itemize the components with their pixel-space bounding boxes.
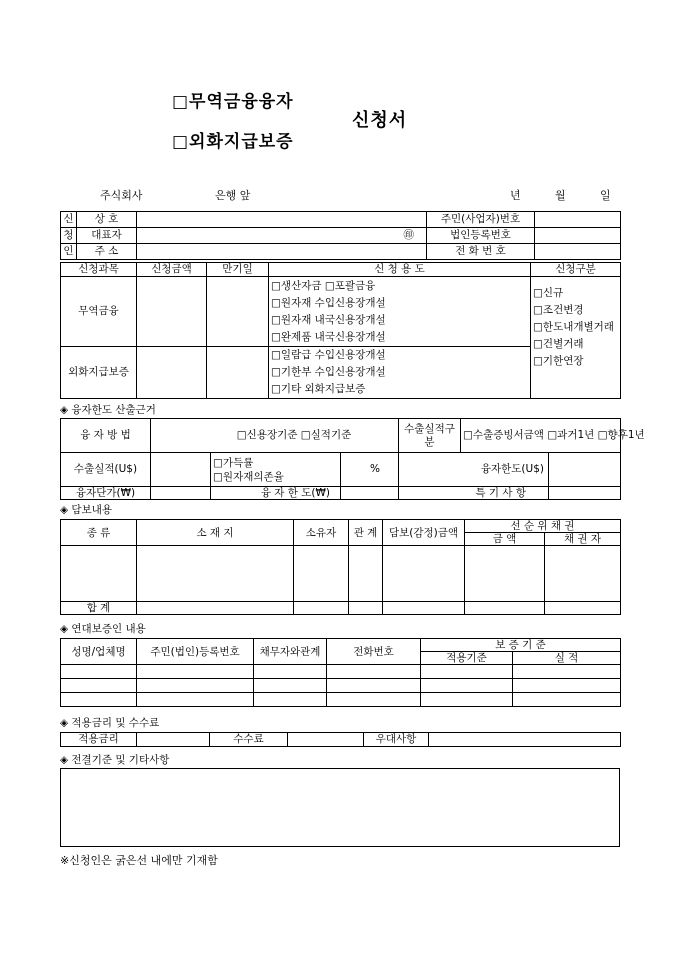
senior-amount-header: 금 액 <box>465 533 545 546</box>
applicant-table <box>60 211 621 260</box>
guarantor-cell[interactable] <box>254 665 327 679</box>
maturity-header: 만기일 <box>207 263 269 277</box>
address-field[interactable] <box>137 244 427 260</box>
addressee-bank: 은행 앞 <box>215 189 251 202</box>
guarantor-cell[interactable] <box>421 665 513 679</box>
guarantor-cell[interactable] <box>137 693 254 707</box>
application-categories <box>531 277 621 399</box>
guarantor-cell[interactable] <box>254 679 327 693</box>
address-label: 주 소 <box>77 244 137 260</box>
category-header: 신청구분 <box>531 263 621 277</box>
guarantor-cell[interactable] <box>327 679 421 693</box>
processing-option[interactable]: □원자재의존율 <box>213 470 284 483</box>
corp-reg-field[interactable] <box>535 228 621 244</box>
guarantee-maturity-field[interactable] <box>207 347 269 399</box>
guarantor-cell[interactable] <box>513 693 621 707</box>
collateral-table <box>60 519 621 615</box>
category-option[interactable]: □신규 <box>533 287 564 299</box>
limit-krw-label: 융 자 한 도(₩) <box>211 487 341 500</box>
date-year-label: 년 <box>510 189 521 202</box>
senior-creditor-field[interactable] <box>545 546 621 602</box>
category-option[interactable]: □기한연장 <box>533 355 584 367</box>
guarantor-relation-header: 채무자와관계 <box>254 639 327 665</box>
phone-label: 전 화 번 호 <box>427 244 535 260</box>
guarantor-cell[interactable] <box>61 693 137 707</box>
total-location-field[interactable] <box>137 602 294 615</box>
date-day-label: 일 <box>600 189 611 202</box>
applicant-side-char-1: 신 <box>61 212 77 228</box>
total-owner-field[interactable] <box>294 602 349 615</box>
option-trade-finance-checkbox[interactable]: □무역금융융자 <box>172 92 294 112</box>
id-number-label: 주민(사업자)번호 <box>427 212 535 228</box>
special-notes-field[interactable] <box>549 487 621 500</box>
collateral-appraisal-field[interactable] <box>383 546 465 602</box>
collateral-relation-header: 관 계 <box>349 520 383 546</box>
option-foreign-guarantee-checkbox[interactable]: □외화지급보증 <box>172 132 294 152</box>
rate-label: 적용금리 <box>61 733 137 747</box>
guarantor-cell[interactable] <box>513 679 621 693</box>
loan-limit-usd-field[interactable] <box>549 453 621 487</box>
total-senior-amount-field[interactable] <box>465 602 545 615</box>
applicant-side-char-2: 청 <box>61 228 77 244</box>
method-label: 융 자 방 법 <box>61 419 151 453</box>
remarks-section-title: ◈ 전결기준 및 기타사항 <box>60 754 170 766</box>
guarantor-section-title: ◈ 연대보증인 내용 <box>60 623 146 635</box>
guarantor-cell[interactable] <box>327 693 421 707</box>
representative-field[interactable] <box>137 228 427 244</box>
category-option[interactable]: □조건변경 <box>533 304 584 316</box>
export-record-label: 수출실적(U$) <box>61 453 151 487</box>
guarantor-cell[interactable] <box>137 665 254 679</box>
trade-finance-purposes <box>269 277 531 347</box>
collateral-type-header: 종 류 <box>61 520 137 546</box>
special-notes-label: 특 기 사 항 <box>399 487 549 500</box>
document-title: 신청서 <box>352 110 408 131</box>
subject-header: 신청과목 <box>61 263 137 277</box>
preference-field[interactable] <box>429 733 621 747</box>
addressee-company: 주식회사 <box>100 189 143 202</box>
total-relation-field[interactable] <box>349 602 383 615</box>
guarantee-amount-field[interactable] <box>137 347 207 399</box>
senior-amount-field[interactable] <box>465 546 545 602</box>
rates-table <box>60 732 621 747</box>
loan-limit-section-title: ◈ 융자한도 산출근거 <box>60 404 156 416</box>
collateral-relation-field[interactable] <box>349 546 383 602</box>
footnote: ※신청인은 굵은선 내에만 기재함 <box>60 854 218 867</box>
loan-limit-table <box>60 418 645 500</box>
subject-trade-finance: 무역금융 <box>61 277 137 347</box>
senior-creditor-name-header: 채 권 자 <box>545 533 621 546</box>
collateral-type-field[interactable] <box>61 546 137 602</box>
collateral-section-title: ◈ 담보내용 <box>60 504 112 516</box>
method-options[interactable]: □신용장기준 □실적기준 <box>151 419 399 453</box>
application-table <box>60 262 621 399</box>
collateral-location-field[interactable] <box>137 546 294 602</box>
guarantor-name-header: 성명/업체명 <box>61 639 137 665</box>
category-option[interactable]: □한도내개별거래 <box>533 321 614 333</box>
guarantor-cell[interactable] <box>61 665 137 679</box>
total-appraisal-field[interactable] <box>383 602 465 615</box>
representative-label: 대표자 <box>77 228 137 244</box>
phone-field[interactable] <box>535 244 621 260</box>
loan-limit-usd-label: 융자한도(U$) <box>399 453 549 487</box>
purpose-option[interactable]: □기타 외화지급보증 <box>271 383 366 395</box>
collateral-location-header: 소 재 지 <box>137 520 294 546</box>
preference-label: 우대사항 <box>364 733 429 747</box>
percent-field[interactable]: % <box>341 453 399 487</box>
subject-foreign-guarantee: 외화지급보증 <box>61 347 137 399</box>
collateral-total-label: 합 계 <box>61 602 137 615</box>
purpose-option[interactable]: □원자재 내국신용장개설 <box>271 313 386 326</box>
seal-mark: ㊞ <box>403 229 414 242</box>
amount-header: 신청금액 <box>137 263 207 277</box>
purpose-option[interactable]: □원자재 수입신용장개설 <box>271 296 386 309</box>
guarantor-reg-header: 주민(법인)등록번호 <box>137 639 254 665</box>
unit-price-field[interactable] <box>151 487 211 500</box>
guarantor-cell[interactable] <box>137 679 254 693</box>
guarantor-table <box>60 638 621 707</box>
purpose-option[interactable]: □완제품 내국신용장개설 <box>271 330 386 343</box>
guarantor-cell[interactable] <box>327 665 421 679</box>
applicant-side-char-3: 인 <box>61 244 77 260</box>
guarantor-cell[interactable] <box>254 693 327 707</box>
trade-finance-maturity-field[interactable] <box>207 277 269 347</box>
unit-price-label: 융자단가(₩) <box>61 487 151 500</box>
fee-label: 수수료 <box>210 733 288 747</box>
guarantor-cell[interactable] <box>513 665 621 679</box>
trade-name-label: 상 호 <box>77 212 137 228</box>
processing-option[interactable]: □가득률 <box>213 456 254 469</box>
rate-field[interactable] <box>137 733 210 747</box>
guarantor-cell[interactable] <box>61 679 137 693</box>
guarantee-purposes <box>269 347 531 399</box>
performance-header: 실 적 <box>513 652 621 665</box>
guarantor-cell[interactable] <box>421 693 513 707</box>
export-record-field[interactable] <box>151 453 211 487</box>
date-month-label: 월 <box>555 189 566 202</box>
processing-options <box>211 453 341 487</box>
purpose-option[interactable]: □생산자금 □포괄금융 <box>271 279 376 292</box>
purpose-option[interactable]: □기한부 수입신용장개설 <box>271 366 386 378</box>
corp-reg-label: 법인등록번호 <box>427 228 535 244</box>
category-option[interactable]: □건별거래 <box>533 338 584 350</box>
fee-field[interactable] <box>288 733 364 747</box>
export-basis-label: 수출실적구분 <box>399 419 461 453</box>
limit-krw-field[interactable] <box>341 487 399 500</box>
guarantor-phone-header: 전화번호 <box>327 639 421 665</box>
purpose-option[interactable]: □일람급 수입신용장개설 <box>271 349 386 361</box>
trade-name-field[interactable] <box>137 212 427 228</box>
remarks-box[interactable] <box>60 768 620 847</box>
trade-finance-amount-field[interactable] <box>137 277 207 347</box>
guarantee-basis-header: 보 증 기 준 <box>421 639 621 652</box>
collateral-appraisal-header: 담보(감정)금액 <box>383 520 465 546</box>
basis-options[interactable]: □수출증빙서금액 □과거1년 □향후1년 <box>461 419 621 453</box>
senior-creditor-header: 선 순 위 채 권 <box>465 520 621 533</box>
purpose-header: 신 청 용 도 <box>269 263 531 277</box>
rates-section-title: ◈ 적용금리 및 수수료 <box>60 717 160 729</box>
total-senior-creditor-field[interactable] <box>545 602 621 615</box>
id-number-field[interactable] <box>535 212 621 228</box>
guarantor-cell[interactable] <box>421 679 513 693</box>
collateral-owner-header: 소유자 <box>294 520 349 546</box>
applied-basis-header: 적용기준 <box>421 652 513 665</box>
collateral-owner-field[interactable] <box>294 546 349 602</box>
